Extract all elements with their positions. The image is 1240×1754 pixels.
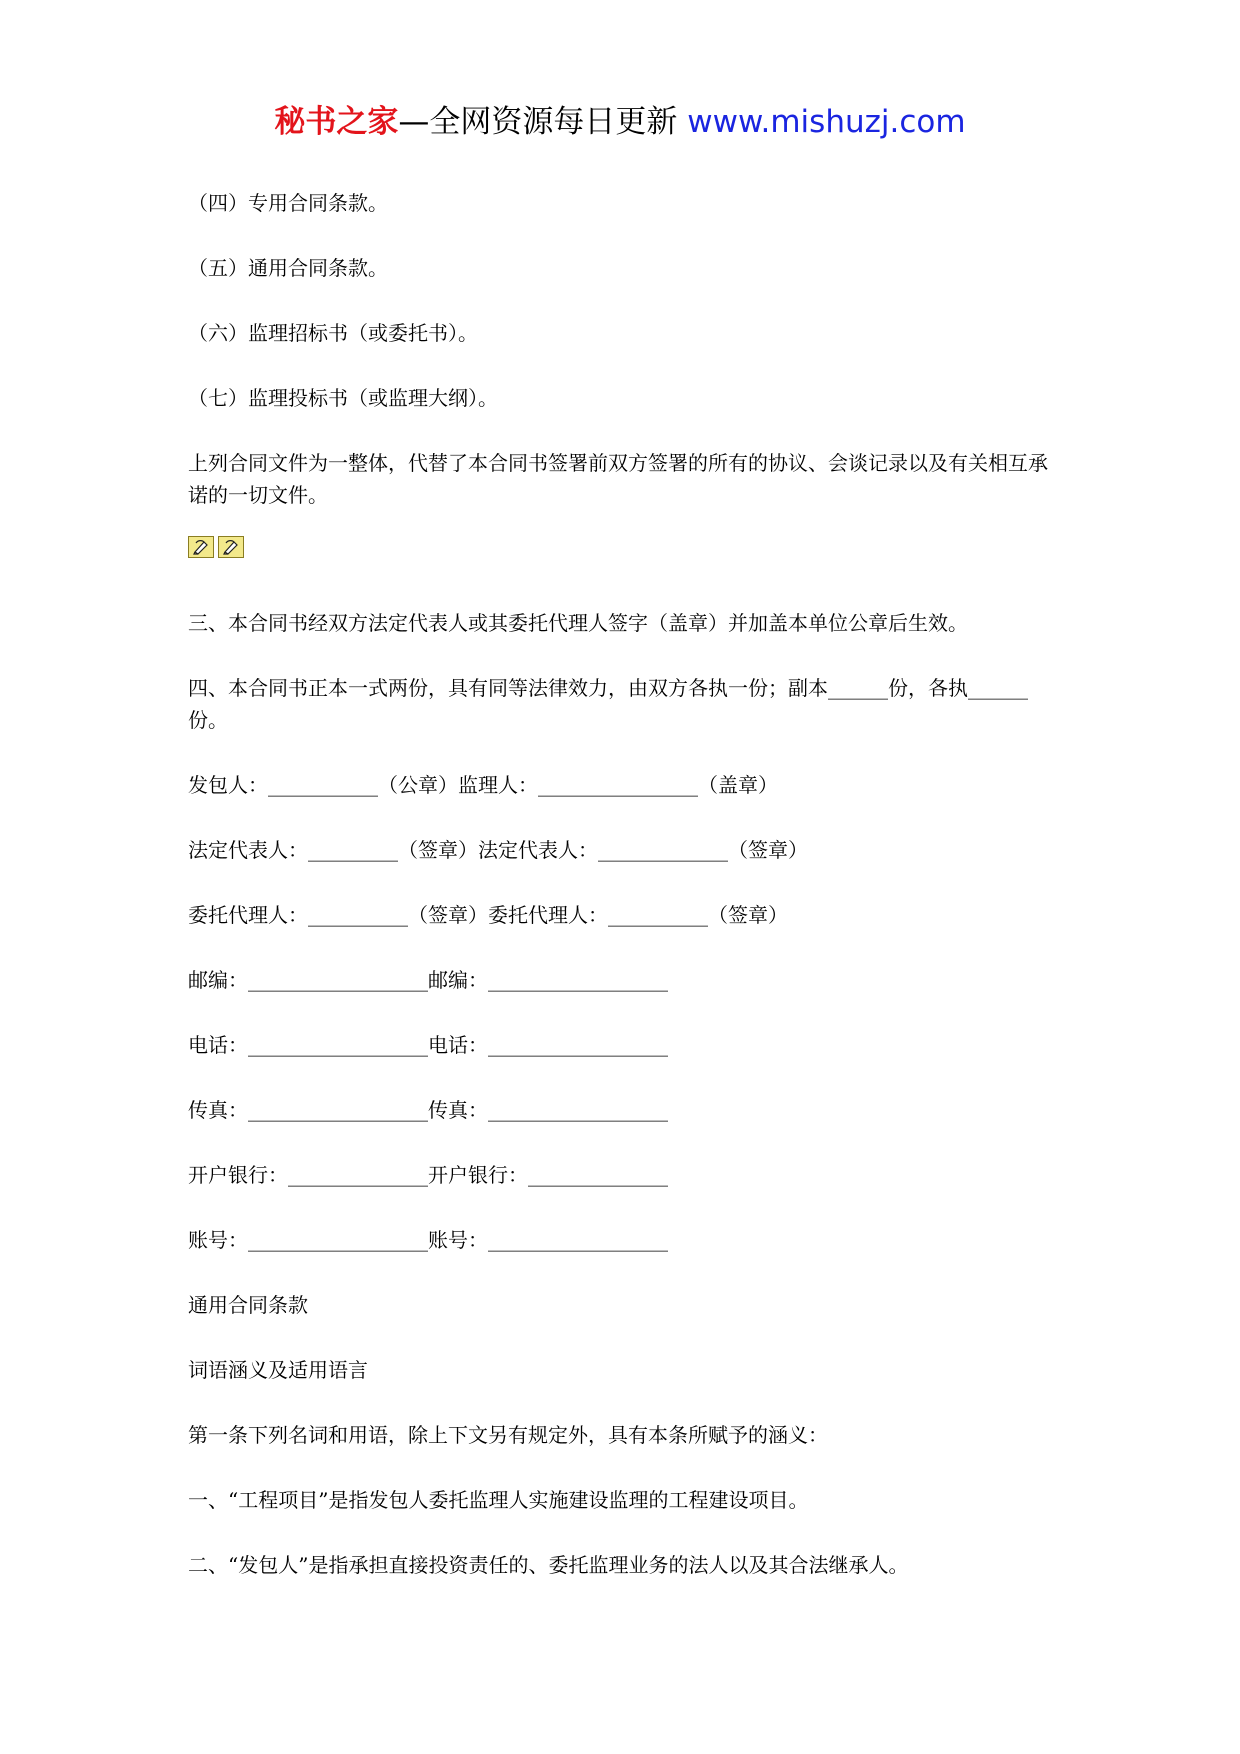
documents-integrity-paragraph: 上列合同文件为一整体，代替了本合同书签署前双方签署的所有的协议、会谈记录以及有关相互承诺的一切文件。 <box>188 451 1048 507</box>
section-title-general-terms: 通用合同条款 <box>188 1293 308 1317</box>
clause-item-5: （五）通用合同条款。 <box>188 256 388 280</box>
clause-item-7: （七）监理投标书（或监理大纲）。 <box>188 386 498 410</box>
fax-line: 传真：__________________传真：__________________ <box>188 1098 668 1122</box>
postal-code-line: 邮编：__________________邮编：__________________ <box>188 968 668 992</box>
section-subtitle-definitions: 词语涵义及适用语言 <box>188 1358 368 1382</box>
definition-2: 二、“发包人”是指承担直接投资责任的、委托监理业务的法人以及其合法继承人。 <box>188 1553 909 1577</box>
signature-line-employer: 发包人：___________（公章）监理人：________________（盖章） <box>188 773 778 797</box>
article-1: 第一条下列名词和用语，除上下文另有规定外，具有本条所赋予的涵义： <box>188 1423 828 1447</box>
clause-item-4: （四）专用合同条款。 <box>188 191 388 215</box>
header-brand: 秘书之家 <box>274 104 399 140</box>
signature-line-agent: 委托代理人：__________（签章）委托代理人：__________（签章） <box>188 903 788 927</box>
header-tagline: —全网资源每日更新 <box>398 104 688 140</box>
effectiveness-clause: 三、本合同书经双方法定代表人或其委托代理人签字（盖章）并加盖本单位公章后生效。 <box>188 611 968 635</box>
pencil-icon[interactable] <box>218 536 244 558</box>
phone-line: 电话：__________________电话：__________________ <box>188 1033 668 1057</box>
copies-clause: 四、本合同书正本一式两份，具有同等法律效力，由双方各执一份；副本______份，各执______份。 <box>188 676 1028 732</box>
account-line: 账号：__________________账号：__________________ <box>188 1228 668 1252</box>
signature-line-legal-rep: 法定代表人：_________（签章）法定代表人：_____________（签章） <box>188 838 808 862</box>
pencil-icon[interactable] <box>188 536 214 558</box>
bank-line: 开户银行：______________开户银行：______________ <box>188 1163 668 1187</box>
clause-item-6: （六）监理招标书（或委托书）。 <box>188 321 478 345</box>
definition-1: 一、“工程项目”是指发包人委托监理人实施建设监理的工程建设项目。 <box>188 1488 809 1512</box>
embedded-object-icons <box>188 536 1058 560</box>
document-body <box>188 187 1058 1614</box>
header-url-link[interactable]: www.mishuzj.com <box>687 104 966 140</box>
page-header <box>0 100 1240 144</box>
